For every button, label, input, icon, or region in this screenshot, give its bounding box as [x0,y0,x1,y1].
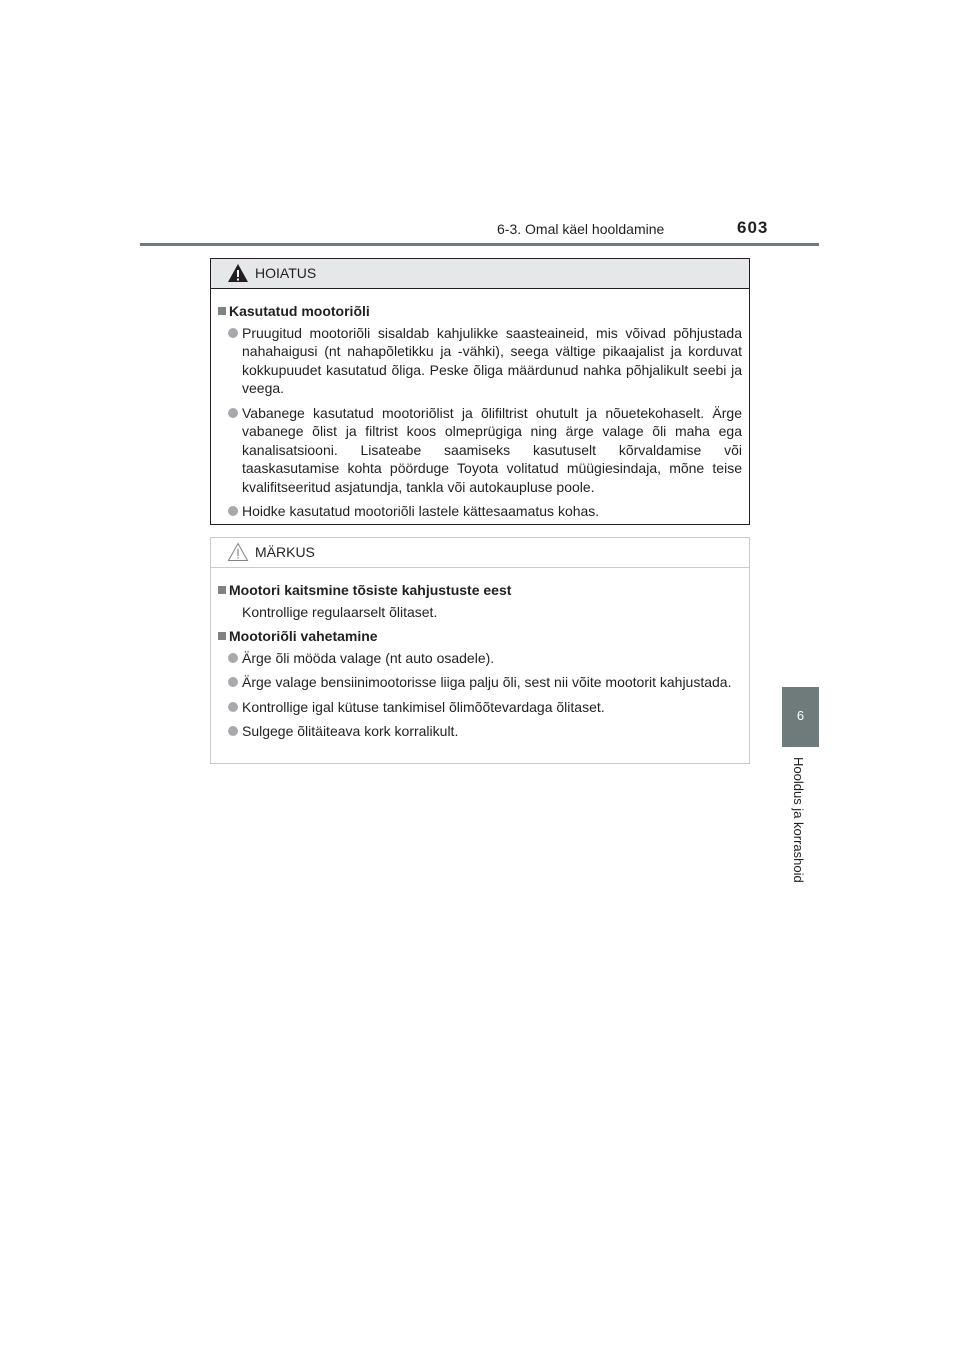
section-title: 6-3. Omal käel hooldamine [497,221,665,237]
chapter-label: Hooldus ja korrashoid [791,757,806,883]
bullet-item: Hoidke kasutatud mootoriõli lastele kättesaamatus kohas. [218,502,742,521]
chapter-number: 6 [796,708,805,723]
section-heading: Mootoriõli vahetamine [218,627,742,646]
bullet-item: Kontrollige igal kütuse tankimisel õlimõõtevardaga õlitaset. [218,698,742,717]
page-header [0,0,960,250]
page-number: 603 [737,218,769,237]
warning-box-body [211,289,749,521]
bullet-item: Sulgege õlitäiteava kork korralikult. [218,722,742,741]
chapter-tab [782,687,819,747]
warning-box-header [211,259,749,289]
bullet-item: Ärge valage bensiinimootorisse liiga palju õli, sest nii võite mootorit kahjustada. [218,673,742,692]
header-divider [140,243,819,246]
paragraph: Kontrollige regulaarselt õlitaset. [242,603,438,620]
bullet-item: Ärge õli mööda valage (nt auto osadele). [218,649,742,668]
caution-outline-triangle-icon [227,542,249,567]
notice-box-title: MÄRKUS [255,544,315,560]
section-heading: Mootori kaitsmine tõsiste kahjustuste eest [218,581,742,600]
bullet-item: Vabanege kasutatud mootoriõlist ja õlifiltrist ohutult ja nõuetekohaselt. Ärge vabanege õlist ja filtrist koos olmeprügiga ning ärge valage õli maha ega kanalisatsiooni. Lisateabe saamiseks kasutuselt kõrvaldamise või taaskasutamise kohta pöörduge Toyota volitatud müügiesindaja, mõne teise kvalifitseeritud asjatundja, tankla või autokaupluse poole. [218,404,742,497]
warning-triangle-icon [227,263,249,288]
notice-box-body [211,568,749,741]
section-heading: Kasutatud mootoriõli [218,302,742,321]
bullet-item: Pruugitud mootoriõli sisaldab kahjulikke saasteaineid, mis võivad põhjustada nahahaigusi (nt nahapõletikku ja -vähki), seega vältige pikaajalist ja korduvat kokkupuudet kasutatud õliga. Peske õliga määrdunud nahka põhjalikult seebi ja veega. [218,324,742,398]
warning-box-title: HOIATUS [255,265,317,281]
notice-box [210,537,750,764]
warning-box [210,258,750,525]
notice-box-header [211,538,749,568]
